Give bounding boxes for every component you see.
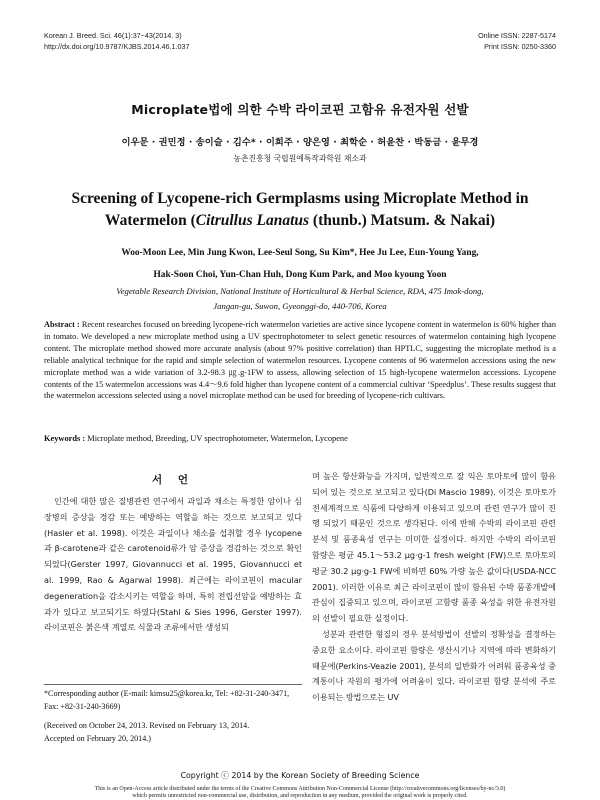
english-authors-line-1: Woo-Moon Lee, Min Jung Kwon, Lee-Seul Song, Su Kim*, Hee Ju Lee, Eun-Young Yang, (121, 248, 479, 258)
korean-authors: 이우문 · 권민정 · 송이슬 · 김수* · 이희주 · 양은영 · 최학순 · 허윤찬 · 박동금 · 윤무경 (121, 137, 479, 148)
right-column (312, 469, 556, 706)
title-part: (thunb.) Matsum. & Nakai) (309, 212, 496, 229)
received-date: (Received on October 24, 2013. Revised on February 13, 2014. (44, 721, 250, 731)
intro-paragraph-1: 인간에 대한 많은 질병관련 연구에서 과일과 채소는 특정한 암이나 심장병의 증상을 경감 또는 예방하는 역할을 하는 것으로 보고되고 있다(Hasler et al. 1998). 이것은 과일이나 채소를 섭취할 경우 lycopene과 β-carotene과 같은 carotenoid류가 암 증상을 경감하는 것으로 확인되었다(Gerster 1997, Giovannucci et al. 1995, Giovannucci et al. 1999, Rao & Agarwal 1998). 최근에는 라이코핀이 macular degeneration을 감소시키는 역할을 하며, 특히 전립선암을 예방하는 효과가 있다고 보고되기도 하였다(Stahl & Sies 1996, Gerster 1997). 라이코핀은 붉은색 계열로 식물과 조류에서만 생성되 (44, 496, 302, 633)
keywords (44, 433, 556, 445)
doi-link[interactable]: http://dx.doi.org/10.9787/KJBS.2014.46.1.037 (44, 42, 190, 51)
english-affiliation (40, 284, 560, 314)
keywords-text: Microplate method, Breeding, UV spectrophotometer, Watermelon, Lycopene (87, 434, 348, 443)
issn-header (478, 30, 556, 52)
species-name: Citrullus Lanatus (195, 212, 310, 229)
license-line-1: This is an Open-Access article distributed under the terms of the Creative Commons Attribution Non-Commercial License (http://creativecommons.org/licenses/by-nc/3.0) (94, 786, 506, 792)
abstract-text: Recent researches focused on breeding lycopene-rich watermelon varieties are active since lycopene content in watermelon is 60% higher than in tomato. We developed a new microplate method using a UV spectrophotometer to select genetic resources of watermelon containing high lycopene content. The microplate method showed more accurate analysis (about 97% positive correlation) than HPTLC, suggesting the microplate method is a reliable analytical technique for the rapid and simple selection of watermelon resources. Lycopene contents of 96 watermelon accessions using the new microplate method was a wide variation of 3.2-98.3 ㎍.g-1FW to assess, allowing selection of 15 high-lycopene watermelon accessions. Lycopene contents of the 15 watermelon accessions was 4.4～9.6 fold higher than lycopene content of a commercial cultivar ‘Speedplus’. These results suggest that the watermelon accessions selected using a novel microplate method can be used for breeding of lycopene-rich cultivars. (44, 320, 557, 401)
english-affiliation-line-1: Vegetable Research Division, National Institute of Horticultural & Herbal Science, RDA, 475 Imok-dong, (116, 286, 484, 296)
english-affiliation-line-2: Jangan-gu, Suwon, Gyeonggi-do, 440-706, Korea (213, 301, 387, 311)
english-title-line-2 (40, 210, 560, 232)
footnote-divider (44, 684, 302, 685)
online-issn: Online ISSN: 2287-5174 (478, 31, 556, 40)
print-issn: Print ISSN: 0250-3360 (484, 42, 556, 51)
license-line-2: which permits unrestricted non-commercial use, distribution, and reproduction in any medium, provided the original work is properly cited. (132, 793, 468, 800)
title-part: Watermelon ( (104, 212, 196, 229)
accepted-date: Accepted on February 20, 2014.) (44, 733, 151, 743)
license-notice (50, 786, 550, 800)
journal-header (44, 30, 189, 52)
intro-paragraph-continued: 며 높은 항산화능을 가지며, 일반적으로 잘 익은 토마토에 많이 함유되어 있는 것으로 보고되고 있다(Di Mascio 1989). 이것은 토마토가 전세계적으로 식품에 다양하게 이용되고 있으며 관련 연구가 많이 진행 되었기 때문인 것으로 생각된다. 이에 반해 수박의 라이코핀 관련 분석 및 품종육성 연구는 미미한 실정이다. 하지만 수박의 라이코핀 함량은 평균 45.1～53.2 μg·g-1 fresh weight (FW)으로 토마토의 평균 30.2 μg·g-1 FW에 비하면 60% 가량 높은 값이다(USDA-NCC 2001). 이러한 이유로 최근 라이코핀이 많이 함유된 수박 품종개발에 관심이 집중되고 있으며, 라이코핀 고함량 품종 육성을 위한 유전자원의 선발이 필요한 실정이다. (312, 471, 556, 624)
abstract-label: Abstract : (44, 320, 80, 329)
footnote (44, 688, 302, 745)
journal-citation: Korean J. Breed. Sci. 46(1):37~43(2014. 3) (44, 31, 182, 40)
korean-affiliation: 농촌진흥청 국립원예특작과학원 채소과 (233, 154, 367, 163)
english-authors-line-2: Hak-Soon Choi, Yun-Chan Huh, Dong Kum Park, and Moo kyoung Yoon (153, 270, 447, 280)
korean-title: Microplate법에 의한 수박 라이코핀 고함유 유전자원 선발 (131, 102, 469, 117)
copyright: Copyright ⓒ 2014 by the Korean Society of Breeding Science (180, 771, 420, 780)
left-column (44, 494, 302, 636)
section-heading: 서 언 (152, 474, 194, 486)
english-authors (40, 242, 560, 286)
english-title (40, 188, 560, 232)
corresponding-author: *Corresponding author (E-mail: kimsu25@korea.kr, Tel: +82-31-240-3471, Fax: +82-31-240-3669) (44, 689, 290, 711)
abstract (44, 319, 556, 402)
intro-paragraph-2: 성분과 관련한 형질의 경우 분석방법이 선발의 정확성을 결정하는 중요한 요소이다. 라이코핀 함량은 생산시기나 지역에 따라 변화하기 때문에(Perkins-Veazie 2001), 분석의 일반화가 어려워 품종육성 중 계통이나 자원의 평가에 어려움이 있다. 라이코핀 함량 분석에 주로 이용되는 방법으로는 UV (312, 628, 556, 703)
english-title-line-1: Screening of Lycopene-rich Germplasms using Microplate Method in (71, 190, 529, 207)
keywords-label: Keywords : (44, 434, 86, 443)
